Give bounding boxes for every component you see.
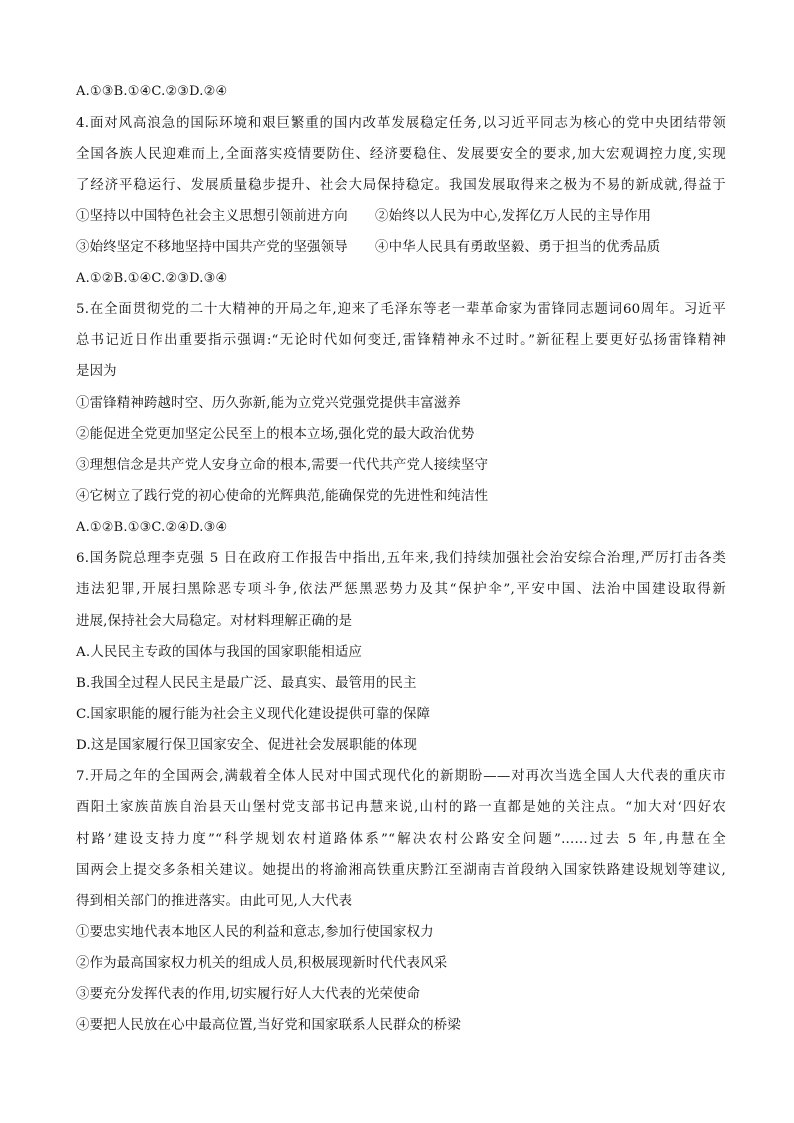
q5-stem-line: 是因为 [76, 364, 117, 379]
q5-statement: ④它树立了践行党的初心使命的光辉典范,能确保党的先进性和纯洁性 [76, 489, 489, 504]
q6-option: A.人民民主专政的国体与我国的国家职能相适应 [76, 645, 363, 660]
q5-stem-line: 总书记近日作出重要指示强调:“无论时代如何变迁,雷锋精神永不过时。”新征程上要更好弘扬雷锋精神 [76, 333, 726, 348]
q6-option: B.我国全过程人民民主是最广泛、最真实、最管用的民主 [76, 676, 417, 691]
q7-statement: ①要忠实地代表本地区人民的利益和意志,参加行使国家权力 [76, 925, 434, 940]
q4-statement: ③始终坚定不移地坚持中国共产党的坚强领导 ④中华人民具有勇敢坚毅、勇于担当的优秀品质 [76, 240, 661, 255]
q4-statement: ①坚持以中国特色社会主义思想引领前进方向 ②始终以人民为中心,发挥亿万人民的主导作用 [76, 209, 652, 224]
q5-statement: ③理想信念是共产党人安身立命的根本,需要一代代共产党人接续坚守 [76, 458, 489, 473]
q4-stem-line: 了经济平稳运行、发展质量稳步提升、社会大局保持稳定。我国发展取得来之极为不易的新成就,得益于 [76, 178, 726, 193]
q6-stem-line: 6.国务院总理李克强 5 日在政府工作报告中指出,五年来,我们持续加强社会治安综合治理,严厉打击各类 [76, 551, 726, 566]
q4-stem-line: 全国各族人民迎难而上,全面落实疫情要防住、经济要稳住、发展要安全的要求,加大宏观调控力度,实现 [76, 147, 726, 162]
q7-stem-line: 村路’建设支持力度”“科学规划农村道路体系”“解决农村公路安全问题”......过去 5 年,冉慧在全 [76, 832, 726, 847]
q7-stem-line: 7.开局之年的全国两会,满载着全体人民对中国式现代化的新期盼——对再次当选全国人大代表的重庆市 [76, 769, 726, 784]
q7-statement: ②作为最高国家权力机关的组成人员,积极展现新时代代表风采 [76, 956, 448, 971]
q5-options: A.①②B.①③C.②④D.③④ [76, 520, 228, 535]
q5-statement: ①雷锋精神跨越时空、历久弥新,能为立党兴党强党提供丰富滋养 [76, 396, 461, 411]
q7-statement: ④要把人民放在心中最高位置,当好党和国家联系人民群众的桥梁 [76, 1018, 461, 1033]
q7-stem-line: 国两会上提交多条相关建议。她提出的将渝湘高铁重庆黔江至湖南吉首段纳入国家铁路建设规划等建议, [76, 863, 726, 878]
q4-stem-line: 4.面对风高浪急的国际环境和艰巨繁重的国内改革发展稳定任务,以习近平同志为核心的党中央团结带领 [76, 116, 726, 131]
q7-stem-line: 酉阳土家族苗族自治县天山堡村党支部书记冉慧来说,山村的路一直都是她的关注点。“加大对‘四好农 [76, 800, 726, 815]
q7-statement: ③要充分发挥代表的作用,切实履行好人大代表的光荣使命 [76, 987, 421, 1002]
q7-stem-line: 得到相关部门的推进落实。由此可见,人大代表 [76, 894, 353, 909]
q5-stem-line: 5.在全面贯彻党的二十大精神的开局之年,迎来了毛泽东等老一辈革命家为雷锋同志题词60周年。习近平 [76, 302, 726, 317]
q3-options: A.①③B.①④C.②③D.②④ [76, 84, 228, 99]
q6-stem-line: 违法犯罪,开展扫黑除恶专项斗争,依法严惩黑恶势力及其“保护伞”,平安中国、法治中国建设取得新 [76, 582, 726, 597]
q6-option: D.这是国家履行保卫国家安全、促进社会发展职能的体现 [76, 738, 418, 753]
q6-stem-line: 进展,保持社会大局稳定。对材料理解正确的是 [76, 614, 353, 629]
q4-options: A.①②B.①④C.②③D.③④ [76, 271, 228, 286]
q6-option: C.国家职能的履行能为社会主义现代化建设提供可靠的保障 [76, 707, 431, 722]
q5-statement: ②能促进全党更加坚定公民至上的根本立场,强化党的最大政治优势 [76, 427, 475, 442]
